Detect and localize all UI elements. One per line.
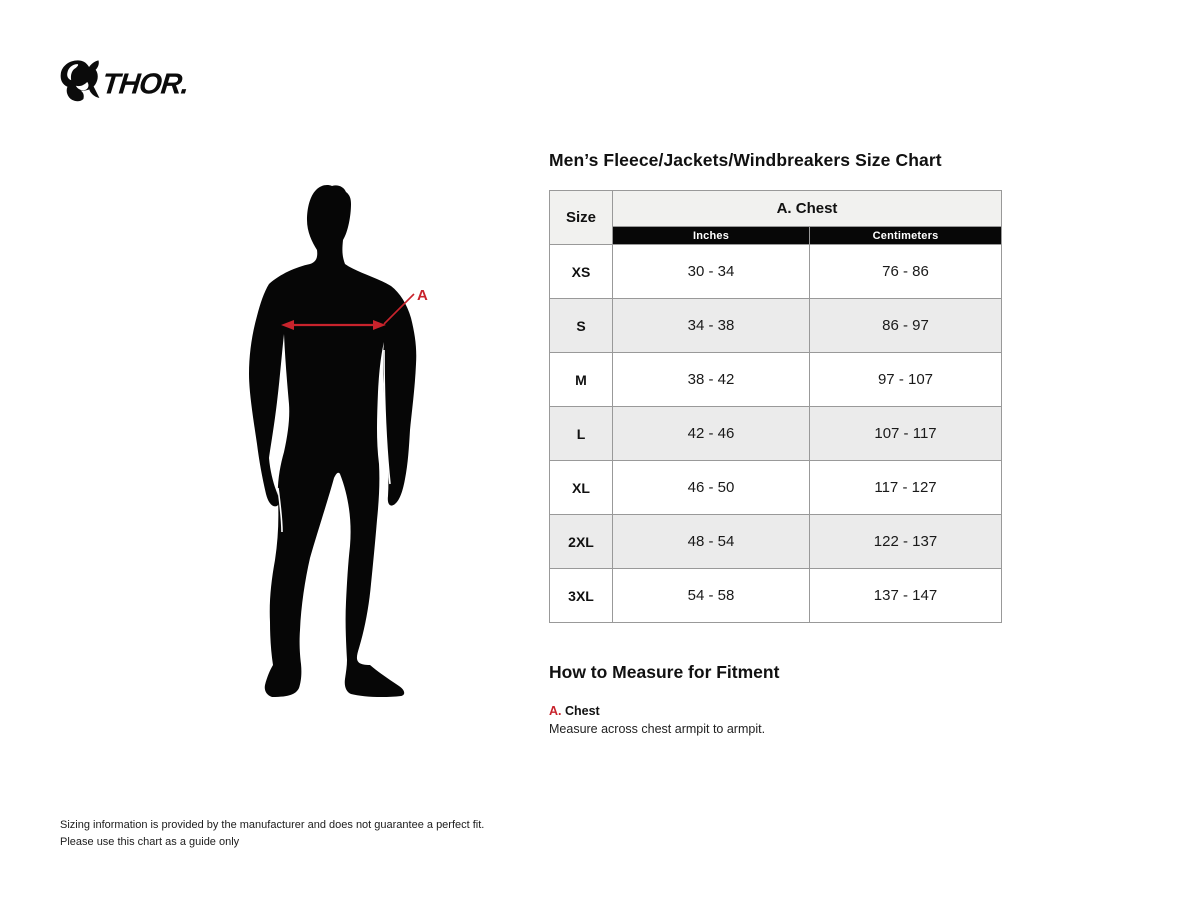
size-label: XS <box>550 245 613 299</box>
inches-value: 38 - 42 <box>613 353 810 407</box>
size-chart-title: Men’s Fleece/Jackets/Windbreakers Size Chart <box>549 150 942 170</box>
inches-value: 34 - 38 <box>613 299 810 353</box>
column-header-inches: Inches <box>613 227 810 245</box>
how-to-measure-section <box>549 662 1001 736</box>
centimeters-value: 137 - 147 <box>810 569 1002 623</box>
centimeters-value: 97 - 107 <box>810 353 1002 407</box>
thor-logo-wordmark: THOR. <box>100 68 190 101</box>
column-header-chest: A. Chest <box>613 191 1002 227</box>
table-row-xl <box>550 461 1002 515</box>
table-row-l <box>550 407 1002 461</box>
measure-item-key: A. <box>549 704 562 718</box>
inches-value: 30 - 34 <box>613 245 810 299</box>
measure-item-description: Measure across chest armpit to armpit. <box>549 722 766 736</box>
table-row-m <box>550 353 1002 407</box>
size-label: S <box>550 299 613 353</box>
table-row-2xl <box>550 515 1002 569</box>
size-label: L <box>550 407 613 461</box>
table-row-xs <box>550 245 1002 299</box>
inches-value: 42 - 46 <box>613 407 810 461</box>
column-header-size: Size <box>550 191 613 245</box>
inches-value: 48 - 54 <box>613 515 810 569</box>
inches-value: 46 - 50 <box>613 461 810 515</box>
disclaimer-line-1: Sizing information is provided by the manufacturer and does not guarantee a perfect fit. <box>60 819 485 831</box>
how-to-measure-title: How to Measure for Fitment <box>549 662 780 682</box>
fitment-figure <box>244 182 444 706</box>
measure-item-heading <box>549 704 1001 718</box>
chest-measurement-label: A <box>417 287 428 304</box>
measure-item-name: Chest <box>564 704 600 718</box>
size-label: 3XL <box>550 569 613 623</box>
centimeters-value: 76 - 86 <box>810 245 1002 299</box>
size-chart-section <box>549 150 1001 736</box>
centimeters-value: 122 - 137 <box>810 515 1002 569</box>
size-label: 2XL <box>550 515 613 569</box>
size-label: XL <box>550 461 613 515</box>
thor-logo <box>58 56 218 108</box>
table-row-s <box>550 299 1002 353</box>
inches-value: 54 - 58 <box>613 569 810 623</box>
disclaimer-line-2: Please use this chart as a guide only <box>60 835 240 848</box>
centimeters-value: 86 - 97 <box>810 299 1002 353</box>
size-label: M <box>550 353 613 407</box>
measure-item-chest <box>549 704 1001 736</box>
centimeters-value: 107 - 117 <box>810 407 1002 461</box>
table-row-3xl <box>550 569 1002 623</box>
thor-logo-icon <box>61 60 100 101</box>
size-chart-table <box>549 190 1002 623</box>
disclaimer-text <box>60 817 484 850</box>
male-silhouette <box>249 185 416 697</box>
column-header-centimeters: Centimeters <box>810 227 1002 245</box>
centimeters-value: 117 - 127 <box>810 461 1002 515</box>
